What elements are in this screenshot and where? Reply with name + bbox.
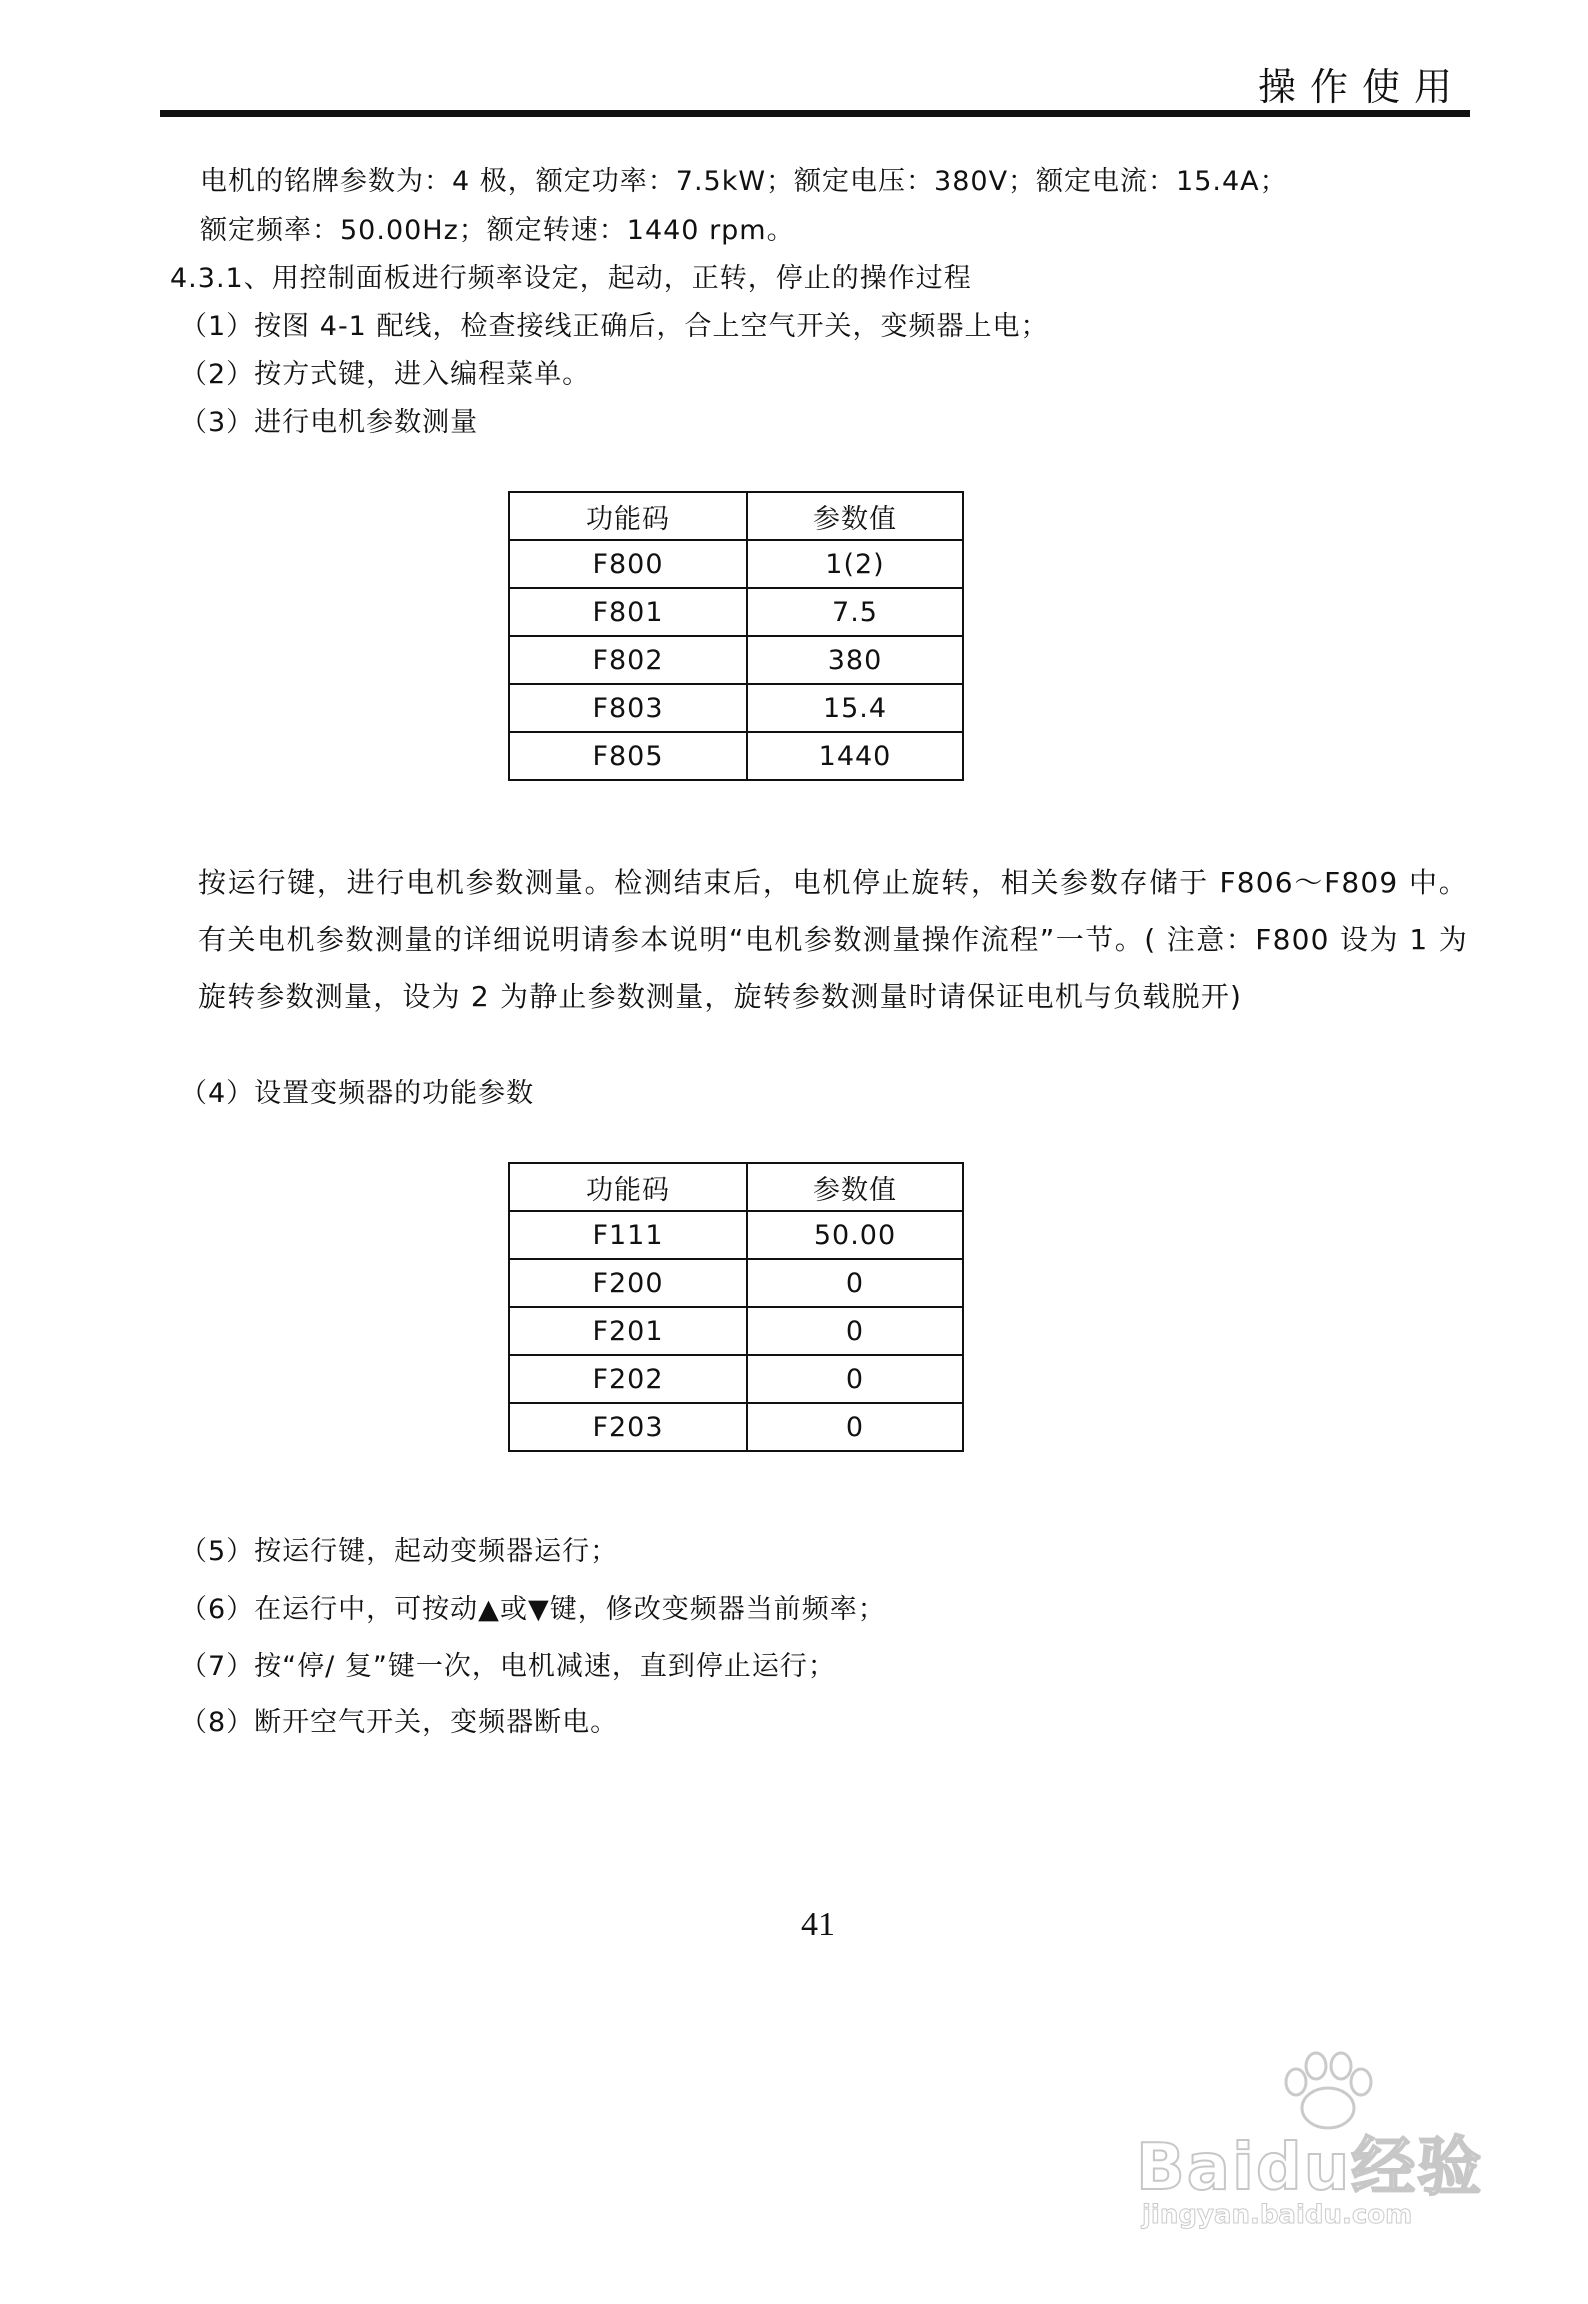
function-code-cell: F801 bbox=[509, 588, 747, 636]
step-4: （4）设置变频器的功能参数 bbox=[180, 1078, 535, 1109]
table-header-row bbox=[509, 492, 963, 540]
table-row bbox=[509, 684, 963, 732]
step-6: （6）在运行中，可按动▲或▼键，修改变频器当前频率； bbox=[180, 1594, 886, 1625]
function-code-cell: F202 bbox=[509, 1355, 747, 1403]
parameter-value-cell: 0 bbox=[747, 1355, 963, 1403]
step-2: （2）按方式键，进入编程菜单。 bbox=[180, 359, 591, 390]
table-row bbox=[509, 588, 963, 636]
table-row bbox=[509, 1307, 963, 1355]
function-code-cell: F201 bbox=[509, 1307, 747, 1355]
header-parameter-value: 参数值 bbox=[747, 492, 963, 540]
header-function-code: 功能码 bbox=[509, 492, 747, 540]
watermark-url: jingyan.baidu.com bbox=[1142, 2200, 1413, 2230]
section-heading: 4.3.1、用控制面板进行频率设定，起动，正转，停止的操作过程 bbox=[170, 263, 972, 294]
intro-line-2: 额定频率：50.00Hz；额定转速：1440 rpm。 bbox=[200, 215, 795, 246]
table-row bbox=[509, 1259, 963, 1307]
parameter-value-cell: 0 bbox=[747, 1403, 963, 1451]
parameter-value-cell: 380 bbox=[747, 636, 963, 684]
step-5: （5）按运行键，起动变频器运行； bbox=[180, 1536, 619, 1567]
step-8: （8）断开空气开关，变频器断电。 bbox=[180, 1707, 619, 1738]
baidu-jingyan-watermark bbox=[1118, 2046, 1498, 2242]
table-row bbox=[509, 540, 963, 588]
function-code-cell: F802 bbox=[509, 636, 747, 684]
table-row bbox=[509, 732, 963, 780]
step-7: （7）按“停/ 复”键一次，电机减速，直到停止运行； bbox=[180, 1651, 836, 1682]
parameter-value-cell: 0 bbox=[747, 1259, 963, 1307]
function-code-cell: F203 bbox=[509, 1403, 747, 1451]
header-function-code: 功能码 bbox=[509, 1163, 747, 1211]
table-row bbox=[509, 1403, 963, 1451]
parameter-value-cell: 15.4 bbox=[747, 684, 963, 732]
header-parameter-value: 参数值 bbox=[747, 1163, 963, 1211]
step-1: （1）按图 4-1 配线，检查接线正确后，合上空气开关，变频器上电； bbox=[180, 311, 1049, 342]
intro-line-1: 电机的铭牌参数为：4 极，额定功率：7.5kW；额定电压：380V；额定电流：15.4A； bbox=[200, 166, 1288, 197]
function-code-cell: F805 bbox=[509, 732, 747, 780]
page-number: 41 bbox=[801, 1906, 835, 1943]
motor-parameter-table bbox=[508, 491, 964, 781]
header-divider bbox=[160, 110, 1470, 117]
parameter-value-cell: 1(2) bbox=[747, 540, 963, 588]
page-header-title: 操作使用 bbox=[1257, 65, 1466, 109]
function-code-cell: F803 bbox=[509, 684, 747, 732]
parameter-value-cell: 1440 bbox=[747, 732, 963, 780]
table-row bbox=[509, 1211, 963, 1259]
measurement-note: 按运行键，进行电机参数测量。检测结束后，电机停止旋转，相关参数存储于 F806～F809 中。有关电机参数测量的详细说明请参本说明“电机参数测量操作流程”一节。( 注意：F800 设为 1 为旋转参数测量，设为 2 为静止参数测量，旋转参数测量时请保证电机与负载脱开) bbox=[198, 866, 1468, 1013]
function-code-cell: F111 bbox=[509, 1211, 747, 1259]
table-row bbox=[509, 636, 963, 684]
function-parameter-table bbox=[508, 1162, 964, 1452]
table-row bbox=[509, 1355, 963, 1403]
parameter-value-cell: 7.5 bbox=[747, 588, 963, 636]
step-3: （3）进行电机参数测量 bbox=[180, 407, 479, 438]
parameter-value-cell: 50.00 bbox=[747, 1211, 963, 1259]
function-code-cell: F800 bbox=[509, 540, 747, 588]
parameter-value-cell: 0 bbox=[747, 1307, 963, 1355]
function-code-cell: F200 bbox=[509, 1259, 747, 1307]
watermark-brand: Baidu经验 bbox=[1136, 2131, 1484, 2205]
table-header-row bbox=[509, 1163, 963, 1211]
